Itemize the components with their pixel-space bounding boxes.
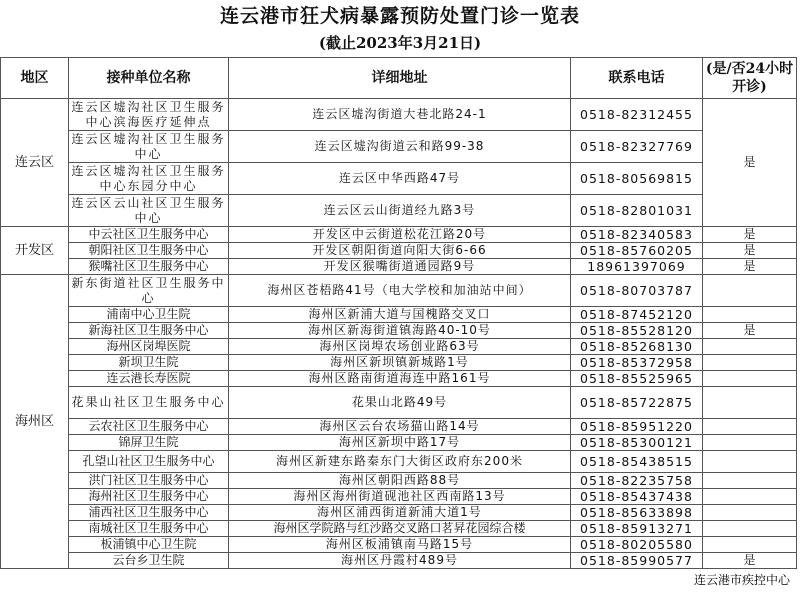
table-row — [1, 435, 797, 451]
table-row — [1, 259, 797, 275]
unit-cell: 连云区云山社区卫生服务中心 — [69, 195, 229, 227]
open24-cell: 是 — [703, 99, 797, 227]
unit-cell: 中云社区卫生服务中心 — [69, 227, 229, 243]
address-cell: 海州区板浦镇南马路15号 — [229, 537, 571, 553]
address-cell: 开发区中云街道松花江路20号 — [229, 227, 571, 243]
phone-cell: 0518-85722875 — [571, 387, 703, 419]
phone-cell: 0518-85760205 — [571, 243, 703, 259]
open24-cell — [703, 371, 797, 387]
open24-cell — [703, 307, 797, 323]
table-row — [1, 195, 797, 227]
address-cell: 连云区云山街道经九路3号 — [229, 195, 571, 227]
open24-cell — [703, 505, 797, 521]
table-row — [1, 227, 797, 243]
table-row — [1, 537, 797, 553]
address-cell: 海州区路南街道海连中路161号 — [229, 371, 571, 387]
open24-cell — [703, 451, 797, 473]
address-cell: 连云区中华西路47号 — [229, 163, 571, 195]
table-row — [1, 131, 797, 163]
phone-cell: 0518-85437438 — [571, 489, 703, 505]
phone-cell: 0518-85951220 — [571, 419, 703, 435]
address-cell: 海州区学院路与红沙路交叉路口茗昇花园综合楼 — [229, 521, 571, 537]
unit-cell: 板浦镇中心卫生院 — [69, 537, 229, 553]
header-open24: (是/否24小时开诊) — [703, 58, 797, 99]
table-row — [1, 323, 797, 339]
open24-cell: 是 — [703, 323, 797, 339]
open24-cell — [703, 387, 797, 419]
address-cell: 开发区猴嘴街道通园路9号 — [229, 259, 571, 275]
district-cell: 开发区 — [1, 227, 69, 275]
address-cell: 海州区朝阳西路88号 — [229, 473, 571, 489]
open24-cell — [703, 355, 797, 371]
table-row — [1, 275, 797, 307]
unit-cell: 猴嘴社区卫生服务中心 — [69, 259, 229, 275]
unit-cell: 海州区岗埠医院 — [69, 339, 229, 355]
address-cell: 海州区新坝中路17号 — [229, 435, 571, 451]
address-cell: 海州区新建东路秦东门大街区政府东200米 — [229, 451, 571, 473]
address-cell: 开发区朝阳街道向阳大街6-66 — [229, 243, 571, 259]
header-unit: 接种单位名称 — [69, 58, 229, 99]
phone-cell: 0518-85525965 — [571, 371, 703, 387]
unit-cell: 朝阳社区卫生服务中心 — [69, 243, 229, 259]
unit-cell: 新坝卫生院 — [69, 355, 229, 371]
unit-cell: 云台乡卫生院 — [69, 553, 229, 569]
unit-cell: 连云区墟沟社区卫生服务中心 — [69, 131, 229, 163]
header-district: 地区 — [1, 58, 69, 99]
address-cell: 海州区云台农场猫山路14号 — [229, 419, 571, 435]
phone-cell: 0518-85300121 — [571, 435, 703, 451]
phone-cell: 0518-85633898 — [571, 505, 703, 521]
phone-cell: 0518-82327769 — [571, 131, 703, 163]
phone-cell: 0518-85438515 — [571, 451, 703, 473]
table-header-row — [1, 58, 797, 99]
table-row — [1, 243, 797, 259]
table-row — [1, 163, 797, 195]
table-row — [1, 505, 797, 521]
table-row — [1, 387, 797, 419]
unit-cell: 洪门社区卫生服务中心 — [69, 473, 229, 489]
open24-cell — [703, 435, 797, 451]
district-cell: 海州区 — [1, 275, 69, 569]
unit-cell: 连云区墟沟社区卫生服务中心东园分中心 — [69, 163, 229, 195]
phone-cell: 0518-82235758 — [571, 473, 703, 489]
unit-cell: 浦南中心卫生院 — [69, 307, 229, 323]
phone-cell: 0518-80703787 — [571, 275, 703, 307]
address-cell: 花果山北路49号 — [229, 387, 571, 419]
phone-cell: 0518-85268130 — [571, 339, 703, 355]
watermark-label: 连云港市疾控中心 — [693, 573, 790, 587]
open24-cell — [703, 489, 797, 505]
unit-cell: 新海社区卫生服务中心 — [69, 323, 229, 339]
open24-cell: 是 — [703, 553, 797, 569]
header-address: 详细地址 — [229, 58, 571, 99]
address-cell: 海州区苍梧路41号（电大学校和加油站中间） — [229, 275, 571, 307]
table-row — [1, 451, 797, 473]
table-row — [1, 553, 797, 569]
phone-cell: 0518-82312455 — [571, 99, 703, 131]
address-cell: 海州区新海街道镇海路40-10号 — [229, 323, 571, 339]
header-phone: 联系电话 — [571, 58, 703, 99]
table-row — [1, 339, 797, 355]
unit-cell: 锦屏卫生院 — [69, 435, 229, 451]
clinic-table — [0, 57, 797, 569]
phone-cell: 0518-85372958 — [571, 355, 703, 371]
phone-cell: 0518-80205580 — [571, 537, 703, 553]
table-row — [1, 489, 797, 505]
page-subtitle: (截止2023年3月21日) — [318, 34, 482, 52]
open24-cell: 是 — [703, 259, 797, 275]
open24-cell: 是 — [703, 243, 797, 259]
unit-cell: 连云港长寿医院 — [69, 371, 229, 387]
unit-cell: 新东街道社区卫生服务中心 — [69, 275, 229, 307]
table-row — [1, 473, 797, 489]
address-cell: 海州区丹霞村489号 — [229, 553, 571, 569]
table-row — [1, 371, 797, 387]
open24-cell — [703, 537, 797, 553]
phone-cell: 0518-80569815 — [571, 163, 703, 195]
phone-cell: 0518-85528120 — [571, 323, 703, 339]
address-cell: 海州区海州街道砚池社区西南路13号 — [229, 489, 571, 505]
table-row — [1, 99, 797, 131]
unit-cell: 云农社区卫生服务中心 — [69, 419, 229, 435]
table-row — [1, 419, 797, 435]
open24-cell: 是 — [703, 227, 797, 243]
table-row — [1, 521, 797, 537]
page-title: 连云港市狂犬病暴露预防处置门诊一览表 — [219, 5, 580, 27]
unit-cell: 海州社区卫生服务中心 — [69, 489, 229, 505]
address-cell: 海州区新浦大道与国槐路交叉口 — [229, 307, 571, 323]
district-cell: 连云区 — [1, 99, 69, 227]
unit-cell: 连云区墟沟社区卫生服务中心滨海医疗延伸点 — [69, 99, 229, 131]
phone-cell: 0518-82801031 — [571, 195, 703, 227]
open24-cell — [703, 275, 797, 307]
unit-cell: 浦西社区卫生服务中心 — [69, 505, 229, 521]
address-cell: 海州区岗埠农场创业路63号 — [229, 339, 571, 355]
open24-cell — [703, 521, 797, 537]
unit-cell: 南城社区卫生服务中心 — [69, 521, 229, 537]
unit-cell: 孔望山社区卫生服务中心 — [69, 451, 229, 473]
address-cell: 海州区浦西街道新浦大道1号 — [229, 505, 571, 521]
phone-cell: 0518-87452120 — [571, 307, 703, 323]
table-row — [1, 307, 797, 323]
open24-cell — [703, 419, 797, 435]
unit-cell: 花果山社区卫生服务中心 — [69, 387, 229, 419]
table-row — [1, 355, 797, 371]
open24-cell — [703, 473, 797, 489]
phone-cell: 0518-85913271 — [571, 521, 703, 537]
phone-cell: 0518-85990577 — [571, 553, 703, 569]
open24-cell — [703, 339, 797, 355]
address-cell: 连云区墟沟街道大巷北路24-1 — [229, 99, 571, 131]
address-cell: 连云区墟沟街道云和路99-38 — [229, 131, 571, 163]
phone-cell: 0518-82340583 — [571, 227, 703, 243]
address-cell: 海州区新坝镇新城路1号 — [229, 355, 571, 371]
phone-cell: 18961397069 — [571, 259, 703, 275]
